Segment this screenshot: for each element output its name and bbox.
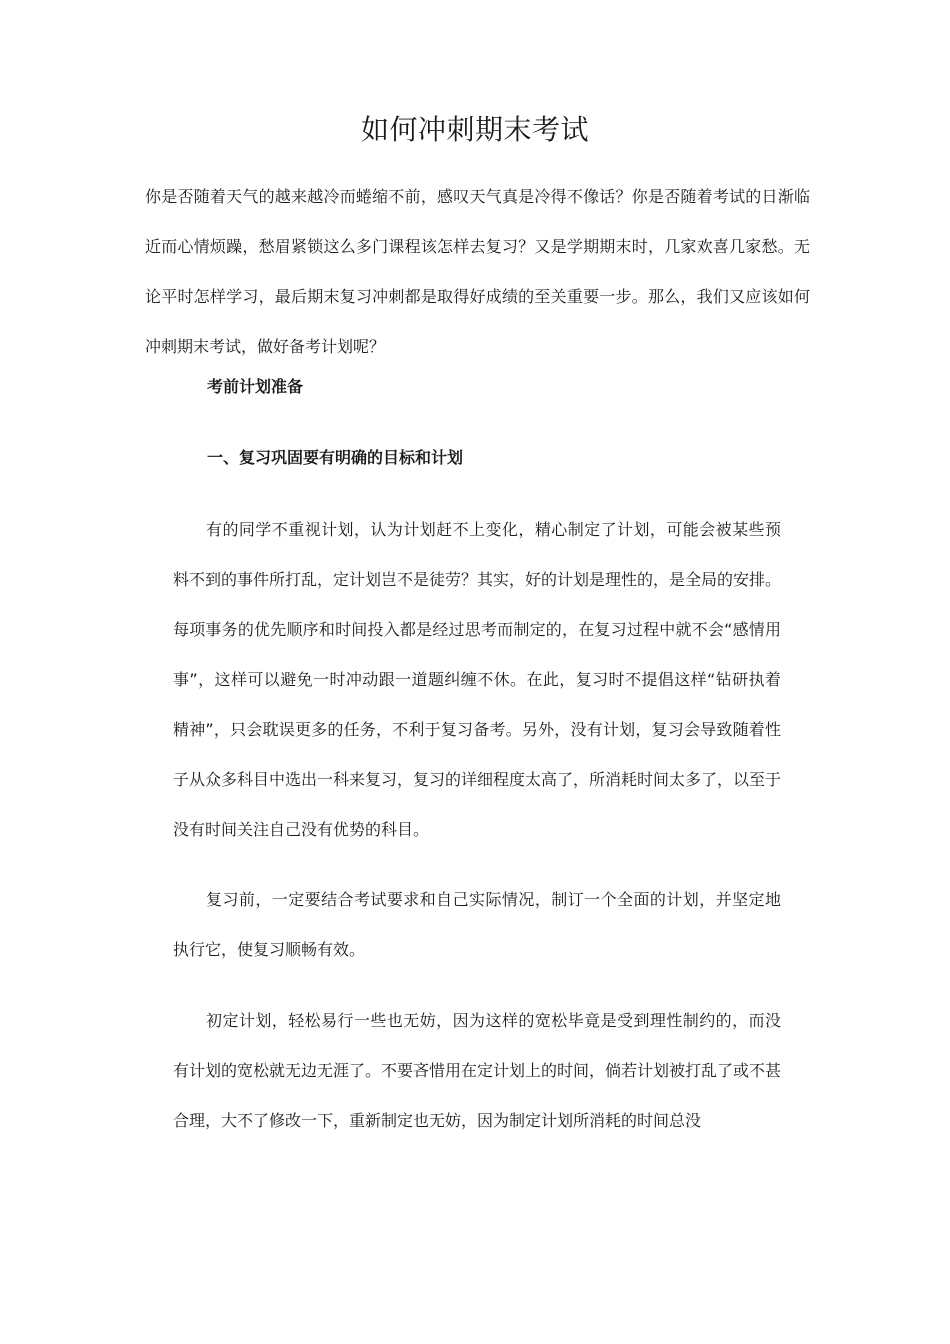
intro-paragraph: 你是否随着天气的越来越冷而蜷缩不前，感叹天气真是冷得不像话？你是否随着考试的日渐临近而心情烦躁，愁眉紧锁这么多门课程该怎样去复习？又是学期期末时，几家欢喜几家愁。无论平时怎样学习，最后期末复习冲刺都是取得好成绩的至关重要一步。那么，我们又应该如何冲刺期末考试，做好备考计划呢？ (145, 187, 810, 356)
body-paragraph-1: 有的同学不重视计划，认为计划赶不上变化，精心制定了计划，可能会被某些预料不到的事件所打乱，定计划岂不是徒劳？其实，好的计划是理性的，是全局的安排。每项事务的优先顺序和时间投入都是经过思考而制定的，在复习过程中就不会“感情用事”，这样可以避免一时冲动跟一道题纠缠不休。在此，复习时不提倡这样“钻研执着精神”，只会耽误更多的任务，不利于复习备考。另外，没有计划，复习会导致随着性子从众多科目中选出一科来复习，复习的详细程度太高了，所消耗时间太多了，以至于没有时间关注自己没有优势的科目。 (173, 520, 782, 839)
body-paragraph-3: 初定计划，轻松易行一些也无妨，因为这样的宽松毕竟是受到理性制约的，而没有计划的宽松就无边无涯了。不要吝惜用在定计划上的时间，倘若计划被打乱了或不甚合理，大不了修改一下，重新制定也无妨，因为制定计划所消耗的时间总没 (173, 1011, 782, 1130)
body-paragraph-2: 复习前，一定要结合考试要求和自己实际情况，制订一个全面的计划，并坚定地执行它，使复习顺畅有效。 (173, 890, 781, 959)
section-heading: 考前计划准备 (207, 377, 304, 396)
subsection-heading: 一、复习巩固要有明确的目标和计划 (207, 448, 464, 467)
document-title: 如何冲刺期末考试 (360, 113, 589, 146)
